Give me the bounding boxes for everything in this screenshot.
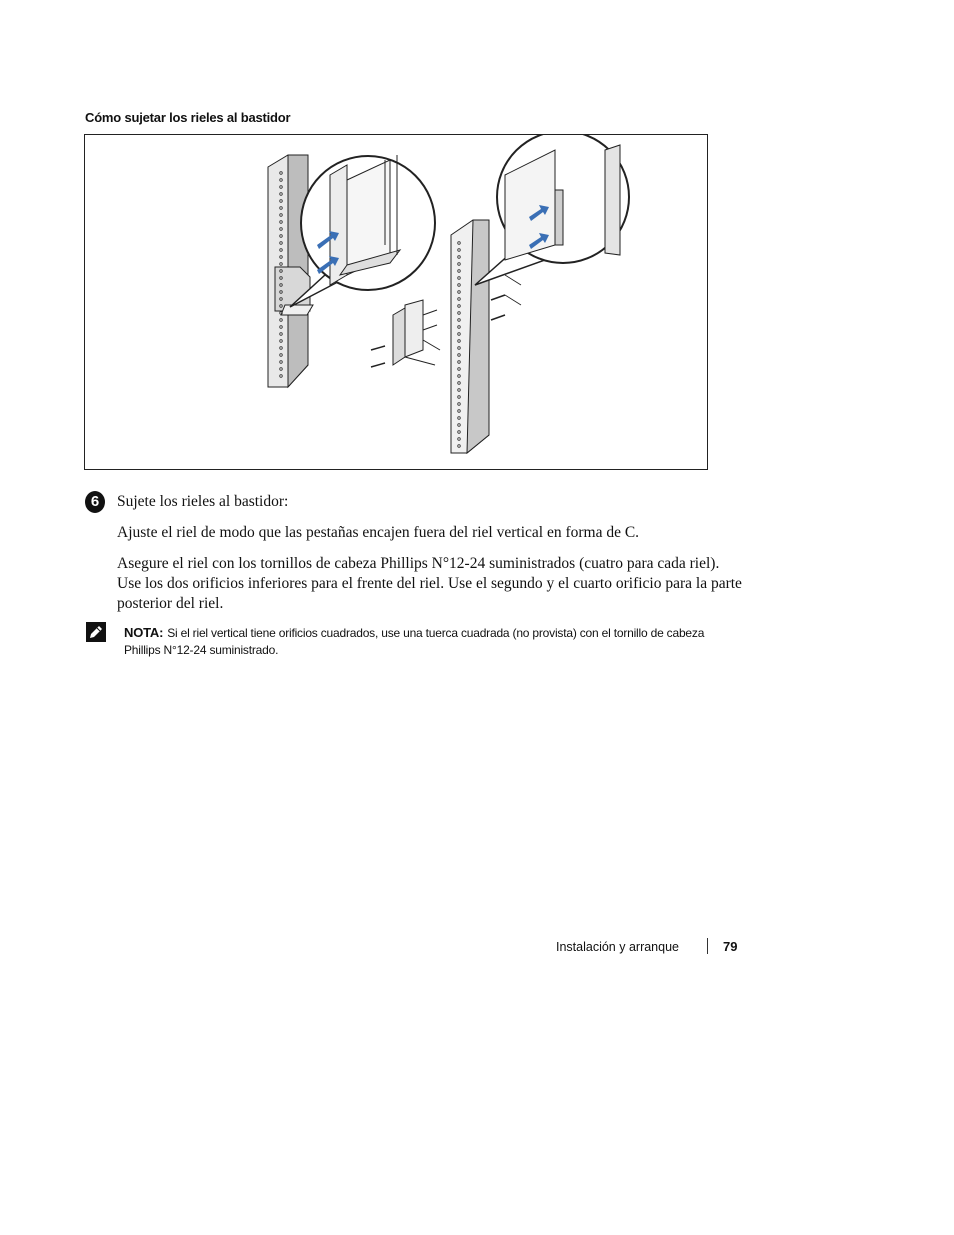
rail-mounting-illustration xyxy=(85,135,709,471)
step-number-badge: 6 xyxy=(85,491,105,513)
rail-mounting-figure xyxy=(84,134,708,470)
right-detail-bubble xyxy=(475,135,629,285)
note-label: NOTA: xyxy=(124,625,164,640)
step-paragraph-2: Asegure el riel con los tornillos de cabeza Phillips N°12-24 suministrados (cuatro para cada riel). Use los dos orificios inferiores para el frente del riel. Use el segundo y el cuarto orificio para la parte posterior del riel. xyxy=(117,555,742,612)
step-paragraph-1: Ajuste el riel de modo que las pestañas encajen fuera del riel vertical en forma de C. xyxy=(117,524,640,541)
right-rack-post xyxy=(451,220,489,453)
note-block xyxy=(124,624,734,659)
left-rack-post xyxy=(268,155,313,387)
footer-divider xyxy=(707,938,708,954)
rail-bracket xyxy=(393,300,440,365)
page-number: 79 xyxy=(723,939,738,954)
step-intro: Sujete los rieles al bastidor: xyxy=(117,493,289,510)
pencil-icon xyxy=(86,622,106,642)
footer-section-title: Instalación y arranque xyxy=(556,940,679,954)
figure-caption: Cómo sujetar los rieles al bastidor xyxy=(85,110,291,125)
left-detail-bubble xyxy=(290,155,435,307)
note-text: Si el riel vertical tiene orificios cuadrados, use una tuerca cuadrada (no provista) con el tornillo de cabeza Phillips N°12-24 suministrado. xyxy=(124,626,705,657)
